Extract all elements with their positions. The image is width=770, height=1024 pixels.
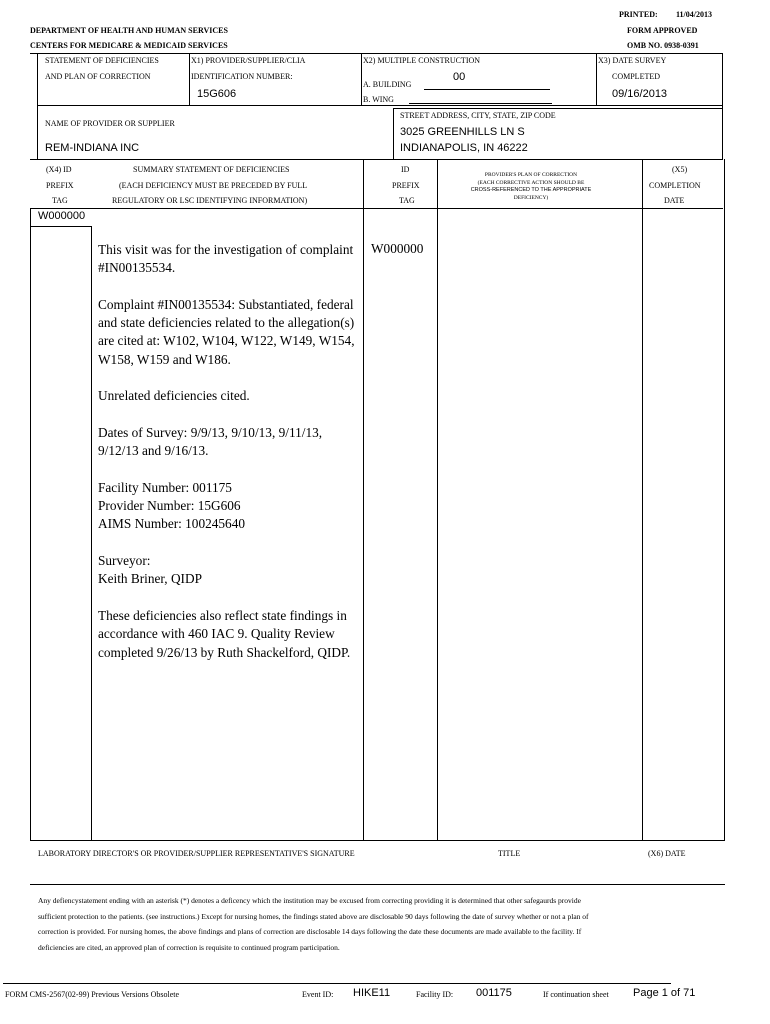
summary-label: SUMMARY STATEMENT OF DEFICIENCIES [133,165,290,174]
printed-label: PRINTED: [619,10,658,19]
x5-label: (X5) [672,165,688,174]
rule [37,106,38,159]
address-line-1: 3025 GREENHILLS LN S [400,126,525,138]
id-prefix: PREFIX [392,181,420,190]
rule [30,226,91,227]
paragraph: Unrelated deficiencies cited. [98,388,250,404]
rule [30,840,725,841]
rule [189,53,190,105]
rule [363,159,364,840]
statement-label: STATEMENT OF DEFICIENCIES [45,56,159,65]
page-number: Page 1 of 71 [633,987,696,999]
address-line-2: INDIANAPOLIS, IN 46222 [400,142,528,154]
signature-label: LABORATORY DIRECTOR'S OR PROVIDER/SUPPLIER REPRESENTATIVE'S SIGNATURE [38,849,355,858]
x1-label: X1) PROVIDER/SUPPLIER/CLIA [191,56,306,65]
rule [642,159,643,840]
x4-prefix: PREFIX [46,181,74,190]
rule [91,226,92,840]
paragraph: This visit was for the investigation of complaint #IN00135534. [98,242,354,276]
printed-date: 11/04/2013 [676,10,713,19]
continuation-label: If continuation sheet [543,990,609,999]
x3-label-2: COMPLETED [612,72,660,81]
plan-label-3: CROSS-REFERENCED TO THE APPROPRIATE [470,187,592,193]
x3-label: X3) DATE SURVEY [598,56,667,65]
left-tag: W000000 [38,210,86,222]
provider-id-value: 15G606 [197,88,237,100]
paragraph: Surveyor: Keith Briner, QIDP [98,553,202,587]
disclosure-note: Any defiencystatement ending with an asterisk (*) denotes a deficency which the institution may be excused from correcting providing it is determined that other safegaurds provide sufficient protection to the patients. (see instructions.) Except for nursing homes, the findings stated above are disclosable 90 days following the date of survey whether or not a plan of correction is provided. For nursing homes, the above findings and plans of correction are disclosable 14 days following the date these documents are made available to the facility. If deficiencies are cited, an approved plan of correction is requisite to continued program participation. [38,896,589,952]
facility-id-value: 001175 [476,987,512,999]
rule [3,983,671,984]
address-label: STREET ADDRESS, CITY, STATE, ZIP CODE [400,111,556,120]
rule [37,53,38,105]
paragraph: Dates of Survey: 9/9/13, 9/10/13, 9/11/13, 9/12/13 and 9/16/13. [98,424,323,459]
deficiency-text [98,241,358,680]
rule [393,108,723,109]
rule [37,105,722,106]
survey-date-value: 09/16/2013 [612,88,668,100]
summary-label-2: (EACH DEFICIENCY MUST BE PRECEDED BY FULL [119,181,308,190]
rule [30,208,723,209]
form-number: FORM CMS-2567(02-99) Previous Versions Obsolete [5,990,180,999]
building-underline [424,89,550,90]
x1-label-2: IDENTIFICATION NUMBER: [191,72,293,81]
statement-label-2: AND PLAN OF CORRECTION [45,72,151,81]
x5-date: DATE [664,196,685,205]
plan-label: PROVIDER'S PLAN OF CORRECTION [484,172,578,178]
rule [437,159,438,840]
paragraph: Complaint #IN00135534: Substantiated, federal and state deficiencies related to the allegation(s) are cited at: W102, W104, W122, W149, W154, W158, W159 and W186. [98,296,355,367]
form-approved: FORM APPROVED [627,26,698,35]
rule [361,53,362,105]
id-tag: TAG [399,196,415,205]
rule [596,53,597,105]
provider-name-label: NAME OF PROVIDER OR SUPPLIER [45,119,175,128]
x4-label: (X4) ID [46,165,72,174]
plan-label-2: (EACH CORRECTIVE ACTION SHOULD BE [477,180,585,186]
rule [722,108,723,159]
building-label: A. BUILDING [363,80,412,89]
rule [30,884,725,885]
paragraph: These deficiencies also reflect state findings in accordance with 460 IAC 9. Quality Review completed 9/26/13 by Ruth Shackelford, QIDP. [98,607,351,660]
title-label: TITLE [498,849,521,858]
rule [724,159,725,840]
building-value: 00 [453,71,466,83]
event-id-value: HIKE11 [353,987,391,999]
right-tag: W000000 [371,241,424,256]
rule [393,108,394,159]
x5-completion: COMPLETION [649,181,701,190]
summary-label-3: REGULATORY OR LSC IDENTIFYING INFORMATION) [112,196,308,205]
rule [30,159,723,160]
wing-underline [409,103,552,104]
centers-title: CENTERS FOR MEDICARE & MEDICAID SERVICES [30,41,228,50]
omb-number: OMB NO. 0938-0391 [627,41,699,50]
rule [30,53,723,54]
provider-name-value: REM-INDIANA INC [45,142,140,154]
id-label: ID [401,165,410,174]
x2-label: X2) MULTIPLE CONSTRUCTION [363,56,481,65]
paragraph: Facility Number: 001175 Provider Number: 15G606 AIMS Number: 100245640 [98,479,245,532]
rule [722,53,723,108]
plan-label-4: DEFICIENCY) [513,195,549,201]
wing-label: B. WING [363,95,394,104]
event-id-label: Event ID: [302,990,334,999]
x4-tag: TAG [52,196,68,205]
department-title: DEPARTMENT OF HEALTH AND HUMAN SERVICES [30,26,228,35]
rule [30,208,31,840]
date-label: (X6) DATE [648,849,686,858]
facility-id-label: Facility ID: [416,990,454,999]
